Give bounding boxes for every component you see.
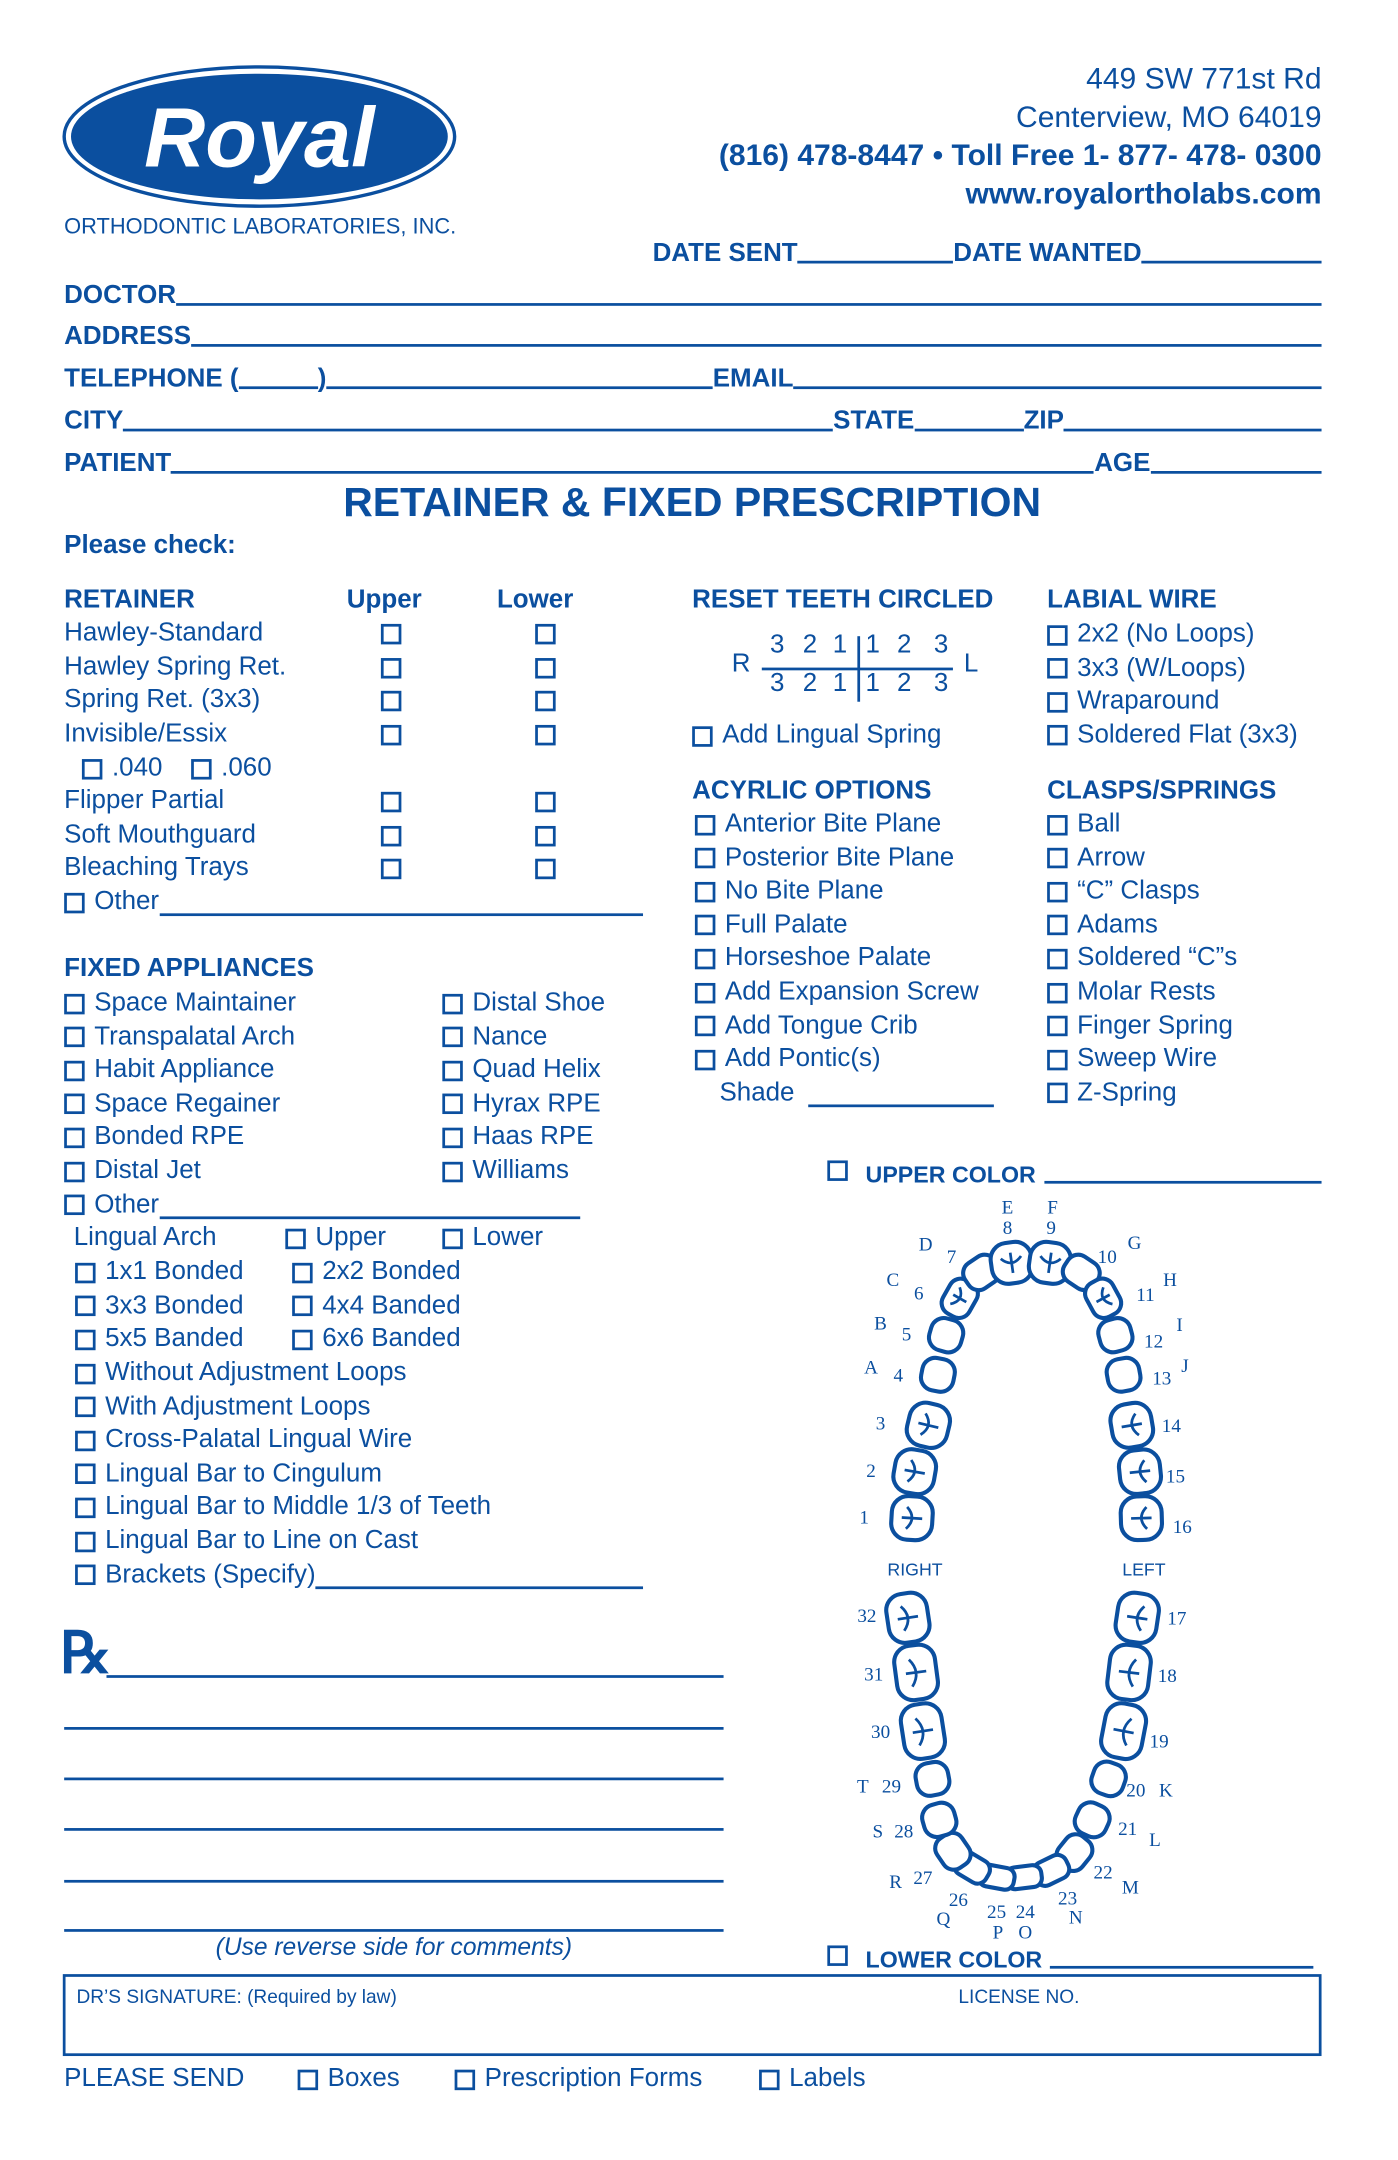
option-label: Distal Shoe (472, 988, 606, 1018)
option-label: Lingual Bar to Line on Cast (105, 1526, 419, 1555)
tooth-digit[interactable]: 1 (832, 630, 848, 660)
tooth-letter: B (874, 1313, 887, 1335)
option-label: Soldered Flat (3x3) (1077, 720, 1298, 750)
option-label: Wraparound (1077, 686, 1220, 716)
chart-right-label: RIGHT (887, 1559, 943, 1580)
option-label: .060 (221, 753, 272, 783)
svg-text:Royal: Royal (144, 89, 375, 185)
checkbox[interactable] (298, 2069, 318, 2089)
option-label: Soldered “C”s (1077, 943, 1238, 973)
tooth-12[interactable] (1095, 1315, 1135, 1355)
tooth-number: 13 (1152, 1368, 1172, 1390)
doctor-label: DOCTOR (64, 281, 177, 310)
rx-line[interactable] (64, 1880, 723, 1883)
tooth-number: 24 (1015, 1902, 1035, 1924)
tooth-number: 26 (948, 1889, 968, 1911)
tooth-number: 16 (1172, 1517, 1192, 1539)
tooth-29[interactable] (913, 1760, 951, 1798)
option-label: Hawley-Standard (64, 618, 264, 648)
option-label: Habit Appliance (94, 1055, 275, 1085)
tooth-digit[interactable]: 3 (933, 630, 949, 660)
tooth-number: 12 (1144, 1331, 1164, 1353)
option-label: No Bite Plane (724, 876, 884, 906)
tooth-letter: E (1001, 1197, 1014, 1219)
tooth-letter: I (1176, 1315, 1183, 1337)
rx-line[interactable] (64, 1929, 723, 1932)
tooth-number: 2 (866, 1461, 876, 1483)
tooth-number: 32 (857, 1605, 877, 1627)
option-label: Z-Spring (1077, 1078, 1177, 1107)
tooth-number: 8 (1002, 1218, 1013, 1240)
tooth-20[interactable] (1088, 1758, 1130, 1800)
tooth-digit[interactable]: 1 (865, 630, 880, 660)
tooth-number: 9 (1046, 1218, 1057, 1240)
tooth-number: 6 (914, 1283, 924, 1305)
option-label: Add Expansion Screw (724, 977, 979, 1007)
tooth-17[interactable] (1113, 1590, 1161, 1645)
tooth-number: 31 (864, 1664, 884, 1686)
reset-teeth-heading: RESET TEETH CIRCLED (692, 585, 994, 615)
tooth-15[interactable] (1117, 1448, 1162, 1496)
option-labels[interactable] (759, 2063, 865, 2096)
checkbox[interactable] (759, 2069, 779, 2089)
option-label: Shade (719, 1078, 795, 1108)
tooth-number: 11 (1136, 1285, 1155, 1307)
tooth-digit[interactable]: 3 (769, 668, 785, 698)
website-link[interactable]: www.royalortholabs.com (965, 176, 1322, 211)
option-label: Anterior Bite Plane (724, 809, 942, 839)
option-label: Other (94, 1189, 160, 1219)
address-line-1: 449 SW 771st Rd (1086, 61, 1322, 96)
phone-line: (816) 478-8447 • Toll Free 1- 877- 478- 0300 (718, 137, 1322, 173)
rx-line[interactable] (64, 1778, 723, 1781)
tooth-number: 19 (1149, 1731, 1169, 1753)
option-label: 1x1 Bonded (105, 1257, 244, 1287)
retainer-heading: RETAINER (64, 585, 195, 615)
tooth-31[interactable] (892, 1643, 940, 1703)
tooth-number: 5 (901, 1324, 912, 1346)
tooth-number: 27 (913, 1868, 933, 1890)
telephone-paren: ) (317, 364, 327, 394)
rx-symbol: ℞ (60, 1623, 112, 1687)
tooth-number: 14 (1161, 1416, 1181, 1438)
option-label: Distal Jet (94, 1156, 201, 1186)
tooth-5[interactable] (926, 1315, 967, 1356)
tooth-letter: T (856, 1776, 869, 1798)
labial-wire-heading: LABIAL WIRE (1047, 585, 1217, 615)
tooth-1[interactable] (890, 1495, 933, 1541)
option-label: Adams (1077, 910, 1158, 940)
please-check-label: Please check: (64, 531, 236, 560)
option-label: 3x3 Bonded (105, 1290, 244, 1320)
tooth-digit[interactable]: 2 (896, 668, 912, 698)
option-label: Finger Spring (1077, 1011, 1233, 1040)
tooth-16[interactable] (1120, 1496, 1162, 1541)
telephone-label: TELEPHONE ( (64, 364, 239, 394)
logo-subtitle: ORTHODONTIC LABORATORIES, INC. (64, 215, 457, 239)
option-label: Bleaching Trays (64, 853, 249, 883)
option-label: Posterior Bite Plane (724, 843, 955, 872)
tooth-digit[interactable]: 3 (769, 630, 785, 660)
option-label: Molar Rests (1077, 977, 1216, 1007)
tooth-digit[interactable]: 1 (865, 668, 880, 698)
checkbox[interactable] (455, 2069, 475, 2089)
option-label: Transpalatal Arch (94, 1022, 296, 1051)
tooth-letter: Q (936, 1908, 951, 1930)
tooth-30[interactable] (899, 1701, 948, 1761)
tooth-number: 21 (1118, 1818, 1138, 1840)
license-label: LICENSE NO. (958, 1985, 1080, 2007)
option-label: Add Pontic(s) (724, 1044, 881, 1074)
tooth-letter: M (1121, 1877, 1139, 1899)
date-wanted-label: DATE WANTED (953, 238, 1142, 268)
option-label: 6x6 Banded (322, 1324, 461, 1354)
rx-line[interactable] (64, 1727, 723, 1730)
tooth-digit[interactable]: 2 (896, 630, 912, 660)
tooth-number: 20 (1126, 1780, 1146, 1802)
option-label: Lingual Bar to Middle 1/3 of Teeth (105, 1492, 492, 1522)
state-label: STATE (833, 406, 915, 436)
option-label: With Adjustment Loops (105, 1391, 371, 1421)
clasps-springs-heading: CLASPS/SPRINGS (1047, 776, 1277, 806)
tooth-number: 7 (946, 1246, 957, 1268)
rx-line[interactable] (64, 1828, 723, 1831)
option-label: Arrow (1077, 843, 1145, 872)
option-label: Space Maintainer (94, 988, 297, 1018)
zip-label: ZIP (1023, 406, 1064, 436)
option-label: Horseshoe Palate (724, 943, 932, 973)
right-label: R (731, 649, 751, 679)
option-label: Ball (1077, 809, 1121, 839)
option-boxes[interactable] (298, 2063, 400, 2096)
tooth-3[interactable] (903, 1399, 953, 1451)
tooth-digit[interactable]: 2 (802, 668, 818, 698)
retainer-upper-heading: Upper (346, 585, 422, 615)
address-line-2: Centerview, MO 64019 (1016, 99, 1322, 134)
tooth-number: 30 (871, 1721, 891, 1743)
tooth-letter: P (992, 1922, 1004, 1944)
tooth-19[interactable] (1098, 1700, 1149, 1761)
left-label: L (963, 649, 979, 679)
date-sent-label: DATE SENT (652, 238, 798, 268)
tooth-letter: R (889, 1872, 902, 1894)
tooth-letter: G (1127, 1233, 1142, 1255)
option-label: Add Lingual Spring (722, 720, 942, 750)
rx-line[interactable] (106, 1675, 723, 1678)
option-label: Add Tongue Crib (724, 1011, 918, 1040)
tooth-number: 4 (893, 1365, 904, 1387)
option-label: Full Palate (724, 910, 848, 940)
option-label: Invisible/Essix (64, 719, 228, 748)
option-label: Cross-Palatal Lingual Wire (105, 1425, 413, 1455)
retainer-lower-heading: Lower (496, 585, 574, 615)
tooth-letter: S (872, 1821, 884, 1843)
patient-label: PATIENT (64, 449, 172, 478)
tooth-number: 18 (1157, 1665, 1177, 1687)
tooth-letter: N (1068, 1907, 1083, 1929)
email-label: EMAIL (712, 364, 794, 394)
tooth-letter: K (1159, 1780, 1173, 1802)
please-send-label: PLEASE SEND (64, 2064, 245, 2093)
option-label: Quad Helix (472, 1055, 601, 1085)
option-label: Sweep Wire (1077, 1044, 1217, 1074)
tooth-letter: O (1018, 1922, 1033, 1944)
city-label: CITY (64, 406, 124, 436)
tooth-letter: C (886, 1270, 900, 1292)
option-label: Lingual Bar to Cingulum (105, 1459, 382, 1488)
tooth-4[interactable] (919, 1356, 957, 1394)
tooth-32[interactable] (884, 1590, 932, 1645)
option-label: Upper (315, 1223, 387, 1252)
option-label: Flipper Partial (64, 786, 225, 816)
reverse-side-note: (Use reverse side for comments) (215, 1933, 573, 1961)
option-label: Hawley Spring Ret. (64, 652, 287, 681)
option-label: Nance (472, 1022, 548, 1051)
tooth-number: 17 (1167, 1608, 1187, 1630)
option-label: Prescription Forms (484, 2064, 703, 2093)
acrylic-options-heading: ACYRLIC OPTIONS (692, 776, 932, 806)
option-label: Hyrax RPE (472, 1089, 601, 1118)
tooth-number: 23 (1058, 1888, 1078, 1910)
option-label: 2x2 (No Loops) (1077, 619, 1255, 649)
tooth-number: 15 (1165, 1466, 1186, 1488)
tooth-number: 10 (1097, 1246, 1117, 1268)
tooth-digit[interactable]: 2 (802, 630, 818, 660)
tooth-letter: L (1149, 1829, 1161, 1851)
chart-left-label: LEFT (1122, 1559, 1166, 1580)
option-label: 2x2 Bonded (322, 1257, 461, 1287)
option-label: Soft Mouthguard (64, 819, 256, 849)
option-label: Bonded RPE (94, 1122, 245, 1152)
option-label: Spring Ret. (3x3) (64, 685, 261, 715)
tooth-number: 1 (859, 1507, 869, 1529)
tooth-letter: J (1181, 1356, 1189, 1378)
tooth-13[interactable] (1105, 1356, 1143, 1394)
tooth-letter: A (864, 1357, 878, 1379)
fixed-appliances-heading: FIXED APPLIANCES (64, 954, 315, 983)
option-label: Labels (789, 2064, 866, 2093)
upper-color-label: UPPER COLOR (865, 1161, 1036, 1188)
option-label: Haas RPE (472, 1122, 594, 1152)
option-label: Boxes (327, 2064, 400, 2093)
signature-box[interactable] (63, 1974, 1322, 2056)
age-label: AGE (1094, 449, 1151, 478)
tooth-number: 28 (894, 1821, 914, 1843)
tooth-letter: D (918, 1234, 933, 1256)
form-title: RETAINER & FIXED PRESCRIPTION (343, 480, 1042, 526)
option-label: Space Regainer (94, 1089, 281, 1118)
tooth-number: 29 (881, 1776, 902, 1798)
tooth-number: 3 (875, 1413, 886, 1435)
option-label: Williams (472, 1156, 569, 1186)
tooth-digit[interactable]: 3 (933, 668, 949, 698)
option-label: Other (94, 887, 160, 917)
option-label: Lingual Arch (73, 1223, 217, 1252)
option-label: “C” Clasps (1077, 876, 1200, 906)
tooth-number: 22 (1093, 1862, 1113, 1884)
signature-label: DR’S SIGNATURE: (Required by law) (76, 1985, 397, 2007)
option-label: 5x5 Banded (105, 1324, 244, 1354)
tooth-letter: F (1047, 1197, 1058, 1219)
option-prescription-forms[interactable] (455, 2063, 703, 2096)
option-label: Lower (472, 1223, 544, 1252)
lower-color-label: LOWER COLOR (865, 1946, 1043, 1973)
tooth-number: 25 (987, 1902, 1007, 1924)
address-label: ADDRESS (64, 322, 192, 351)
option-label: 4x4 Banded (322, 1290, 461, 1320)
tooth-18[interactable] (1105, 1643, 1152, 1702)
option-label: 3x3 (W/Loops) (1077, 653, 1246, 683)
option-label: Without Adjustment Loops (105, 1358, 407, 1388)
tooth-letter: H (1163, 1270, 1177, 1292)
tooth-14[interactable] (1108, 1400, 1156, 1450)
option-label: Brackets (Specify) (105, 1559, 316, 1589)
option-label: .040 (111, 753, 163, 783)
tooth-2[interactable] (891, 1447, 939, 1497)
tooth-digit[interactable]: 1 (832, 668, 848, 698)
